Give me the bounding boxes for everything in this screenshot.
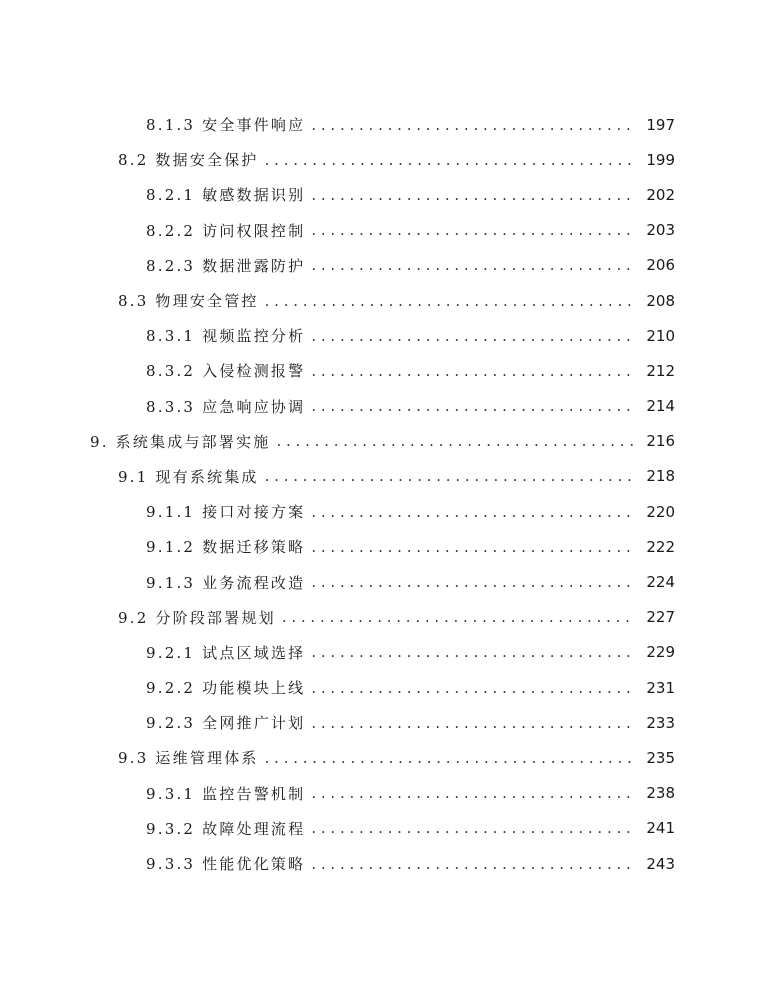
toc-entry-title: 9.1.1 接口对接方案 [146,503,306,522]
toc-dot-leader [311,327,633,345]
toc-entry-title: 9.3.3 性能优化策略 [146,855,306,874]
toc-entry[interactable] [0,389,765,424]
toc-entry[interactable] [0,459,765,494]
toc-entry[interactable] [0,705,765,740]
toc-entry[interactable] [0,670,765,705]
toc-entry[interactable] [0,424,765,459]
toc-dot-leader [311,256,633,274]
toc-dot-leader [265,151,633,169]
toc-entry-title: 9. 系统集成与部署实施 [90,432,271,451]
toc-entry-page-number: 218 [646,467,675,486]
toc-entry-title: 9.1.2 数据迁移策略 [146,538,306,557]
toc-entry-page-number: 243 [646,854,675,873]
toc-entry-title: 8.2.1 敏感数据识别 [146,186,306,205]
toc-entry[interactable] [0,142,765,177]
toc-entry-page-number: 224 [646,573,675,592]
toc-entry-page-number: 197 [646,115,675,134]
toc-entry-title: 8.2 数据安全保护 [118,151,259,170]
toc-entry-page-number: 231 [646,678,675,697]
toc-entry-title: 9.2.1 试点区域选择 [146,643,306,662]
toc-entry-title: 9.1.3 业务流程改造 [146,573,306,592]
toc-entry[interactable] [0,776,765,811]
toc-dot-leader [265,749,633,767]
toc-entry[interactable] [0,635,765,670]
toc-entry[interactable] [0,600,765,635]
toc-entry-page-number: 202 [646,185,675,204]
table-of-contents [0,107,765,881]
toc-entry-page-number: 241 [646,819,675,838]
toc-entry[interactable] [0,529,765,564]
toc-dot-leader [311,538,633,556]
toc-entry-page-number: 212 [646,361,675,380]
toc-entry[interactable] [0,811,765,846]
toc-entry-title: 8.2.3 数据泄露防护 [146,256,306,275]
toc-entry-page-number: 199 [646,150,675,169]
toc-entry[interactable] [0,353,765,388]
toc-dot-leader [265,292,633,310]
toc-entry-title: 8.2.2 访问权限控制 [146,221,306,240]
toc-entry-page-number: 229 [646,643,675,662]
toc-entry-title: 9.3.1 监控告警机制 [146,784,306,803]
toc-dot-leader [311,819,633,837]
toc-entry-page-number: 222 [646,537,675,556]
toc-dot-leader [311,679,633,697]
toc-entry-title: 9.2.2 功能模块上线 [146,679,306,698]
toc-entry-page-number: 227 [646,608,675,627]
toc-entry-page-number: 216 [646,432,675,451]
toc-dot-leader [311,397,633,415]
toc-entry[interactable] [0,494,765,529]
toc-entry-title: 8.3.1 视频监控分析 [146,327,306,346]
toc-dot-leader [282,608,633,626]
toc-dot-leader [311,221,633,239]
toc-entry[interactable] [0,107,765,142]
toc-dot-leader [311,573,633,591]
toc-dot-leader [311,362,633,380]
toc-dot-leader [311,503,633,521]
toc-entry-page-number: 208 [646,291,675,310]
toc-entry-title: 9.2 分阶段部署规划 [118,608,276,627]
toc-entry[interactable] [0,177,765,212]
toc-entry-page-number: 233 [646,713,675,732]
toc-dot-leader [311,855,633,873]
toc-dot-leader [276,432,633,450]
toc-entry-title: 9.3 运维管理体系 [118,749,259,768]
toc-dot-leader [311,784,633,802]
toc-dot-leader [265,467,633,485]
toc-entry[interactable] [0,564,765,599]
toc-entry[interactable] [0,283,765,318]
toc-entry-title: 9.3.2 故障处理流程 [146,819,306,838]
toc-entry-page-number: 214 [646,397,675,416]
toc-entry-page-number: 238 [646,784,675,803]
toc-entry-page-number: 206 [646,256,675,275]
toc-entry-title: 9.2.3 全网推广计划 [146,714,306,733]
toc-entry-title: 9.1 现有系统集成 [118,467,259,486]
toc-dot-leader [311,186,633,204]
toc-dot-leader [311,714,633,732]
toc-entry-title: 8.1.3 安全事件响应 [146,116,306,135]
toc-entry-page-number: 203 [646,221,675,240]
toc-entry-page-number: 220 [646,502,675,521]
toc-entry[interactable] [0,213,765,248]
toc-entry-page-number: 235 [646,748,675,767]
toc-entry-title: 8.3.3 应急响应协调 [146,397,306,416]
toc-dot-leader [311,116,633,134]
toc-entry[interactable] [0,740,765,775]
toc-entry-title: 8.3 物理安全管控 [118,292,259,311]
toc-entry[interactable] [0,248,765,283]
toc-dot-leader [311,643,633,661]
toc-entry[interactable] [0,846,765,881]
toc-entry-title: 8.3.2 入侵检测报警 [146,362,306,381]
toc-entry[interactable] [0,318,765,353]
toc-entry-page-number: 210 [646,326,675,345]
